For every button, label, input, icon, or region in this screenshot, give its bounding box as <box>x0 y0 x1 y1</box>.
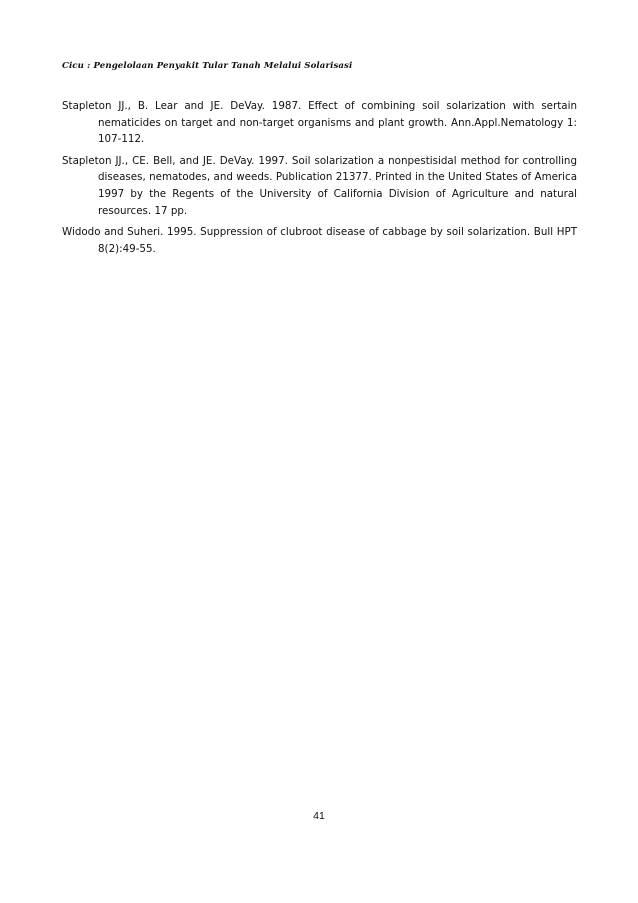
reference-entry: Stapleton JJ., B. Lear and JE. DeVay. 1987. Effect of combining soil solarization with sertain nematicides on target and non-target organisms and plant growth. Ann.Appl.Nematology 1: 107-112. <box>62 100 577 146</box>
reference-entry: Stapleton JJ., CE. Bell, and JE. DeVay. 1997. Soil solarization a nonpestisidal method for controlling diseases, nematodes, and weeds. Publication 21377. Printed in the United States of America 1997 by the Regents of the University of California Division of Agriculture and natural resources. 17 pp. <box>62 154 577 217</box>
running-header: Cicu : Pengelolaan Penyakit Tular Tanah Melalui Solarisasi <box>62 61 353 71</box>
page-number: 41 <box>313 810 325 822</box>
reference-entry: Widodo and Suheri. 1995. Suppression of clubroot disease of cabbage by soil solarization. Bull HPT 8(2):49-55. <box>62 226 577 255</box>
reference-list <box>62 98 577 262</box>
